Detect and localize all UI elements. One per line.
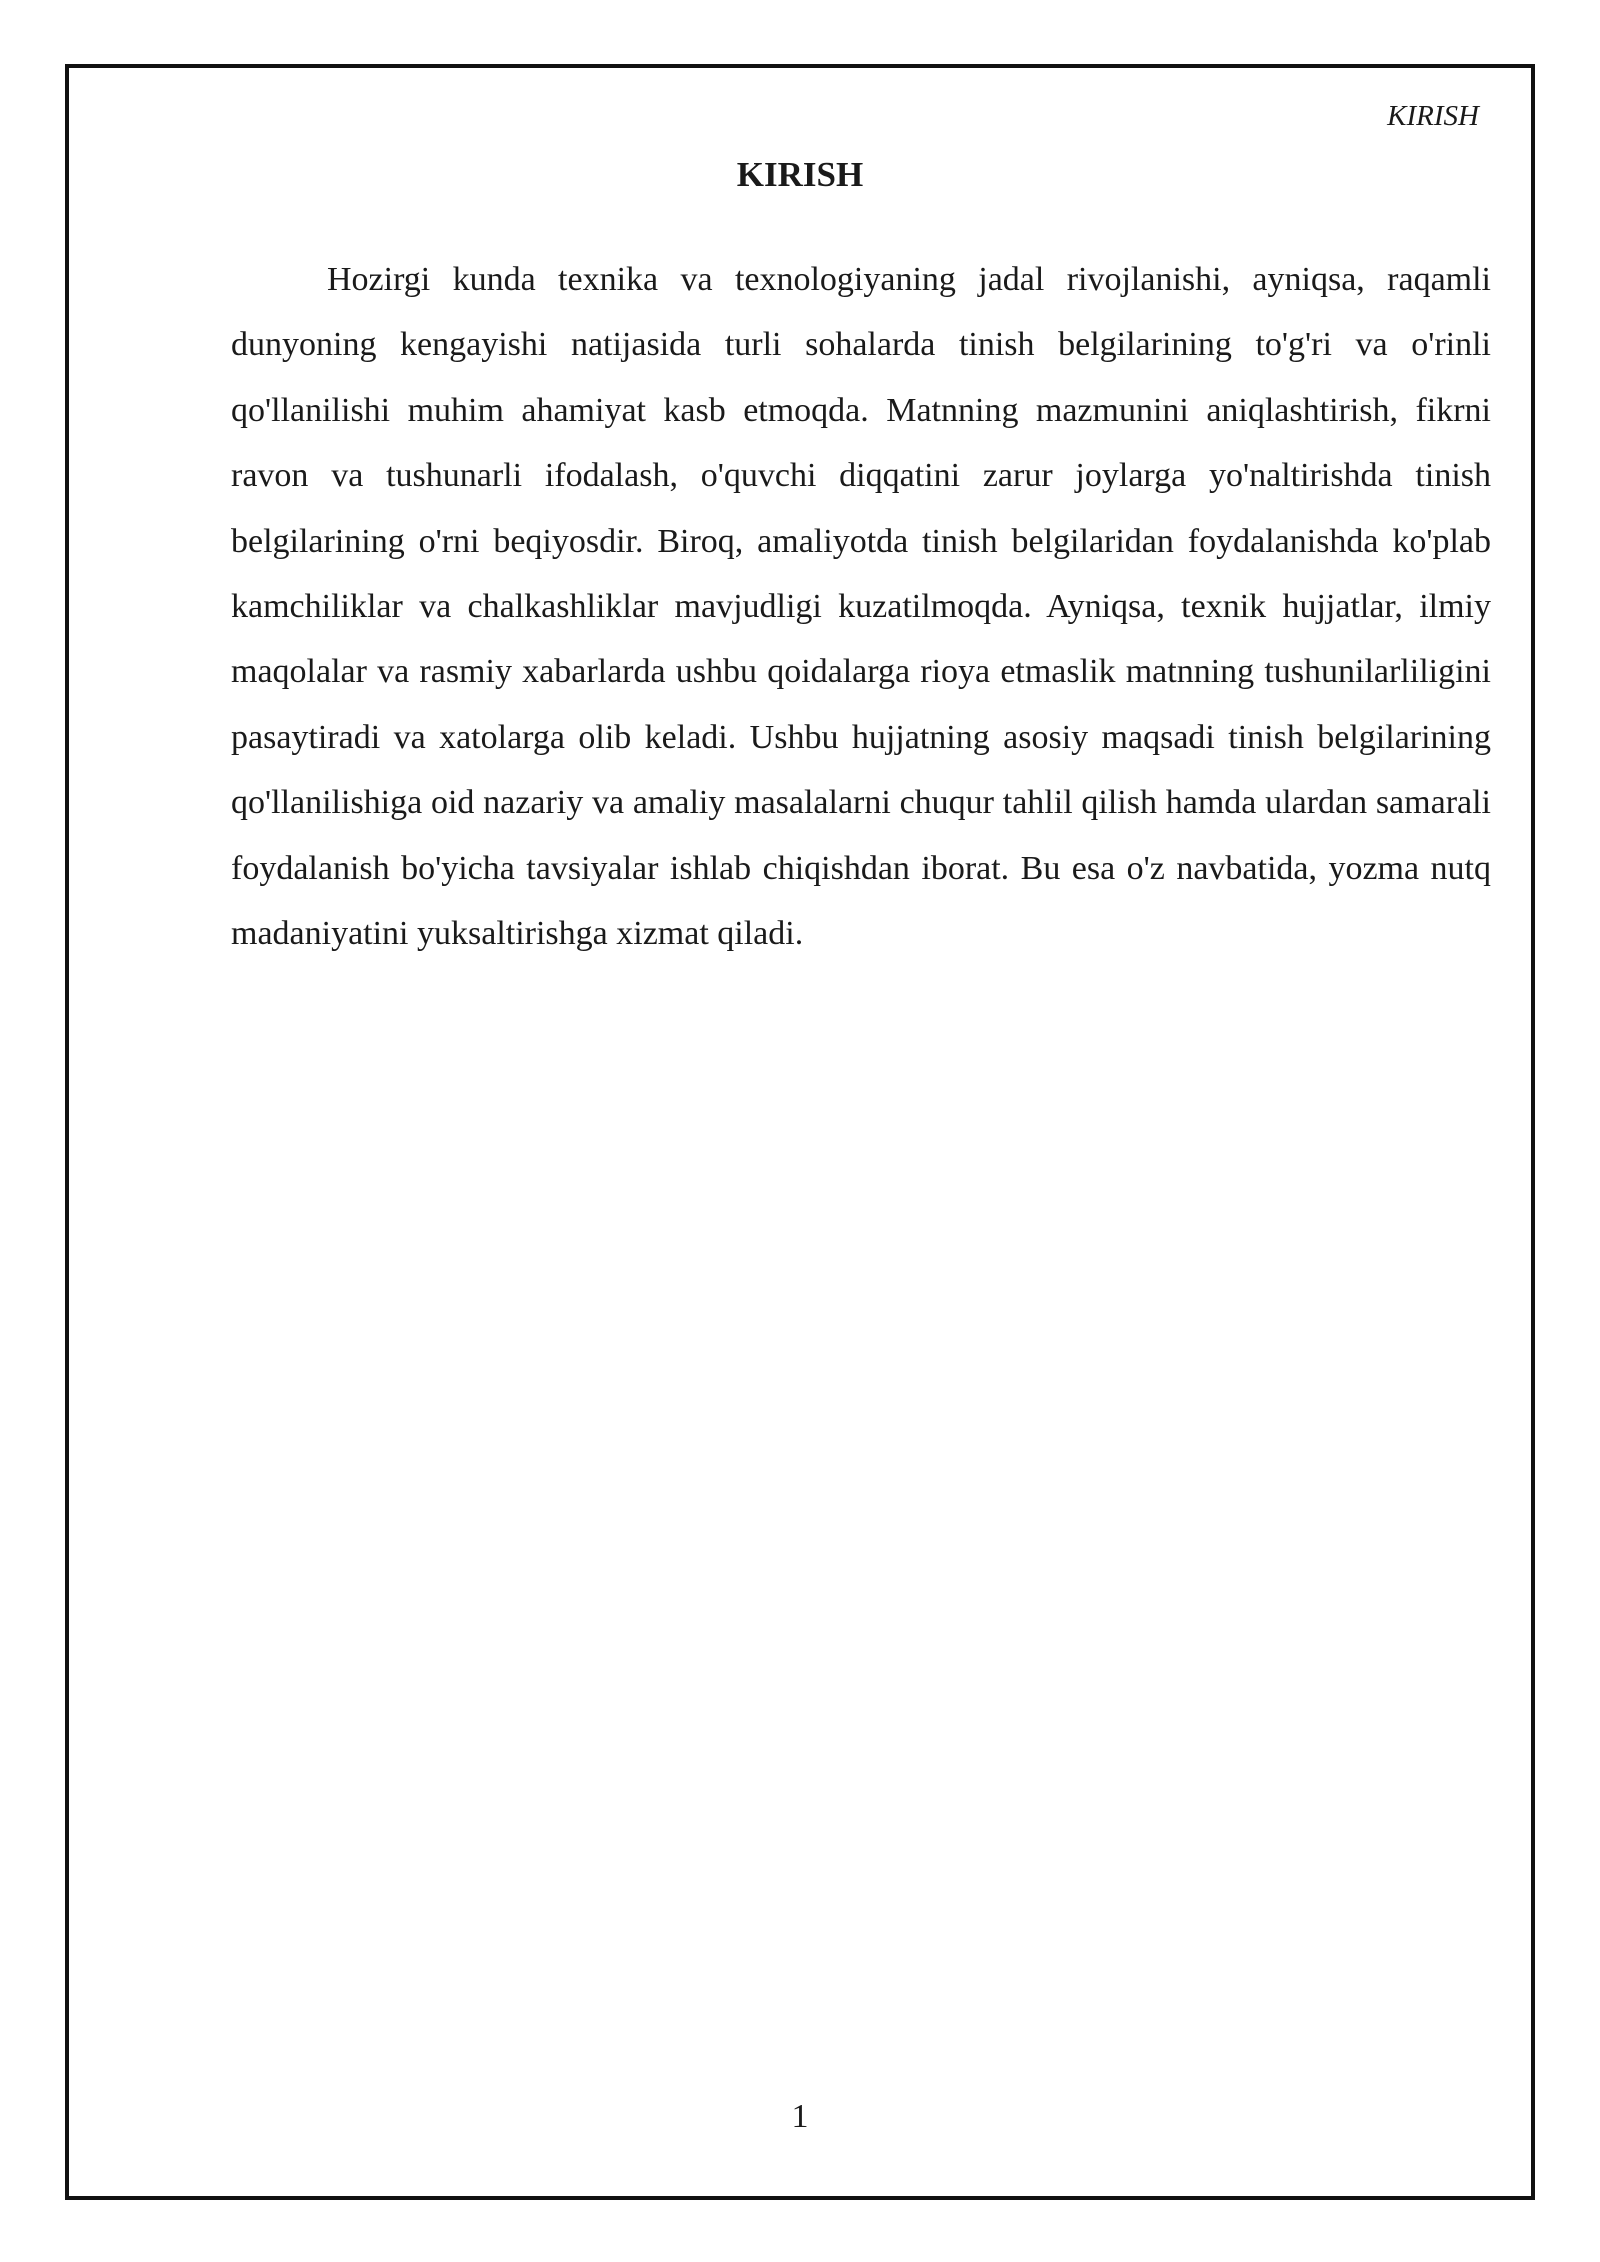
page-title: KIRISH <box>736 155 864 194</box>
body-paragraph: Hozirgi kunda texnika va texnologiyaning jadal rivojlanishi, ayniqsa, raqamli dunyoning kengayishi natijasida turli sohalarda tinish belgilarining to'g'ri va o'rinli qo'llanilishi muhim ahamiyat kasb etmoqda. Matnning mazmunini aniqlashtirish, fikrni ravon va tushunarli ifodalash, o'quvchi diqqatini zarur joylarga yo'naltirishda tinish belgilarining o'rni beqiyosdir. Biroq, amaliyotda tinish belgilaridan foydalanishda ko'plab kamchiliklar va chalkashliklar mavjudligi kuzatilmoqda. Ayniqsa, texnik hujjatlar, ilmiy maqolalar va rasmiy xabarlarda ushbu qoidalarga rioya etmaslik matnning tushunilarliligini pasaytiradi va xatolarga olib keladi. Ushbu hujjatning asosiy maqsadi tinish belgilarining qo'llanilishiga oid nazariy va amaliy masalalarni chuqur tahlil qilish hamda ulardan samarali foydalanish bo'yicha tavsiyalar ishlab chiqishdan iborat. Bu esa o'z navbatida, yozma nutq madaniyatini yuksaltirishga xizmat qiladi. <box>231 261 1491 953</box>
page-number: 1 <box>791 2098 809 2135</box>
page-frame <box>65 64 1535 2200</box>
running-header: KIRISH <box>1387 100 1479 132</box>
